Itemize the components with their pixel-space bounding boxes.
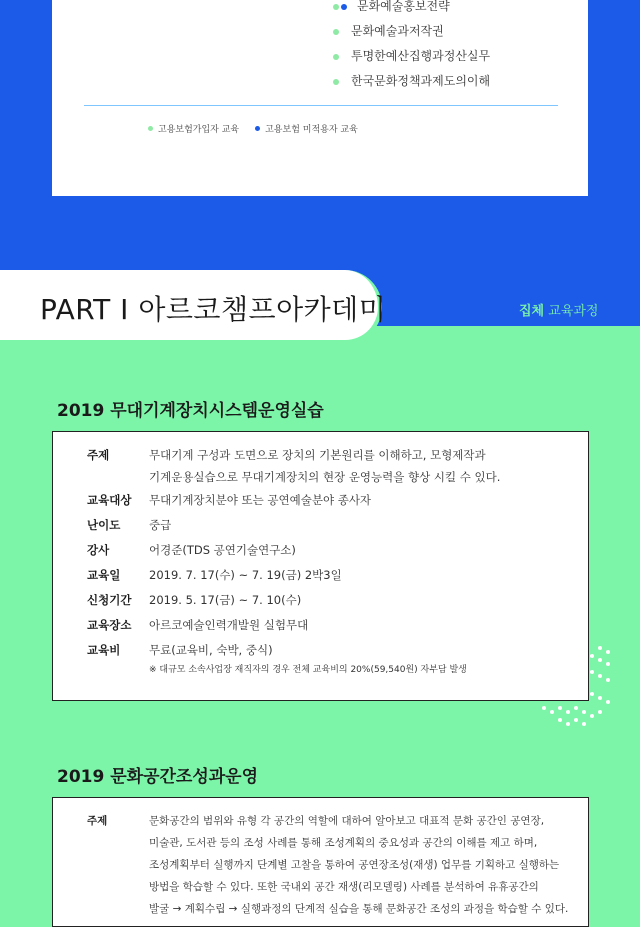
insured-dot-icon: [333, 4, 339, 10]
insured-dot-icon: [333, 79, 339, 85]
program-item-label: 문화예술홍보전략: [357, 0, 450, 13]
info-row-level: [87, 514, 171, 536]
program-item-label: 문화예술과저작권: [351, 24, 444, 38]
row-value: 2019. 7. 17(수) ~ 7. 19(금) 2박3일: [149, 568, 342, 582]
row-label: 주제: [87, 448, 110, 462]
row-label: 교육일: [87, 568, 121, 582]
part-title: PART I 아르코챔프아카데미: [40, 293, 387, 326]
green-dot-icon: [148, 126, 153, 131]
row-value-line: 무료(교육비, 숙박, 중식): [149, 643, 273, 657]
row-value-line: 문화공간의 범위와 유형 각 공간의 역할에 대하여 알아보고 대표적 문화 공간인 공연장,: [149, 815, 545, 827]
card-divider: [84, 105, 558, 106]
info-row-target: [87, 489, 371, 511]
row-value-line: 무대기계 구성과 도면으로 장치의 기본원리를 이해하고, 모형제작과: [149, 448, 486, 462]
info-row-topic: [87, 810, 568, 920]
part-tag-bold: 집체: [519, 304, 545, 319]
program-list: [333, 0, 490, 94]
legend-uninsured: [255, 122, 358, 135]
fee-note: ※ 대규모 소속사업장 재직자의 경우 전체 교육비의 20%(59,540원) 자부담 발생: [149, 665, 467, 675]
info-row-location: [87, 614, 308, 636]
insured-dot-icon: [333, 54, 339, 60]
blue-dot-icon: [255, 126, 260, 131]
program-item: [333, 44, 490, 69]
row-value-line: 방법을 학습할 수 있다. 또한 국내외 공간 재생(리모델링) 사례를 분석하여 유휴공간의: [149, 881, 539, 893]
decorative-dots-icon: [538, 642, 618, 726]
row-value-line: 조성계획부터 실행까지 단계별 고찰을 통하여 공연장조성(재생) 업무를 기획하고 실행하는: [149, 859, 560, 871]
info-row-application-period: [87, 589, 301, 611]
row-value: [149, 444, 500, 488]
course-info-box: [52, 431, 589, 701]
legend: [148, 122, 358, 135]
row-value: [149, 810, 568, 920]
program-item: [333, 19, 490, 44]
row-label: 교육장소: [87, 618, 132, 632]
row-label: 난이도: [87, 518, 121, 532]
uninsured-dot-icon: [341, 4, 347, 10]
program-item: [333, 69, 490, 94]
program-item-label: 한국문화정책과제도의이해: [351, 74, 491, 88]
row-value-line: 기계운용실습으로 무대기계장치의 현장 운영능력을 향상 시킬 수 있다.: [149, 470, 501, 484]
legend-insured-label: 고용보험가입자 교육: [158, 125, 240, 135]
row-label: 교육비: [87, 643, 121, 657]
row-label: 신청기간: [87, 593, 132, 607]
row-value-line: 미술관, 도서관 등의 조성 사례를 통해 조성계획의 중요성과 공간의 이해를 제고 하며,: [149, 837, 538, 849]
row-value-line: 발굴 → 계획수립 → 실행과정의 단계적 실습을 통해 문화공간 조성의 과정을 학습할 수 있다.: [149, 903, 569, 915]
program-list-card: [52, 0, 588, 196]
course-info-box: [52, 797, 589, 927]
row-value: 2019. 5. 17(금) ~ 7. 10(수): [149, 593, 302, 607]
part-tag-rest: 교육과정: [544, 304, 599, 319]
row-value: 중급: [149, 518, 172, 532]
info-row-fee: [87, 639, 467, 679]
legend-uninsured-label: 고용보험 미적용자 교육: [265, 125, 358, 135]
row-value: [149, 639, 467, 679]
legend-insured: [148, 122, 239, 135]
row-label: 교육대상: [87, 493, 132, 507]
info-row-topic: [87, 444, 500, 488]
info-row-date: [87, 564, 342, 586]
row-label: 주제: [87, 815, 108, 827]
row-value: 어경준(TDS 공연기술연구소): [149, 543, 296, 557]
insured-dot-icon: [333, 29, 339, 35]
course-title: 2019 무대기계장치시스템운영실습: [57, 401, 324, 421]
row-label: 강사: [87, 543, 110, 557]
row-value: 무대기계장치분야 또는 공연예술분야 종사자: [149, 493, 372, 507]
part-tag: [519, 300, 599, 319]
info-row-instructor: [87, 539, 296, 561]
row-value: 아르코예술인력개발원 실험무대: [149, 618, 309, 632]
program-item-label: 투명한예산집행과정산실무: [351, 49, 491, 63]
course-title: 2019 문화공간조성과운영: [57, 767, 259, 787]
program-item: [333, 0, 490, 19]
